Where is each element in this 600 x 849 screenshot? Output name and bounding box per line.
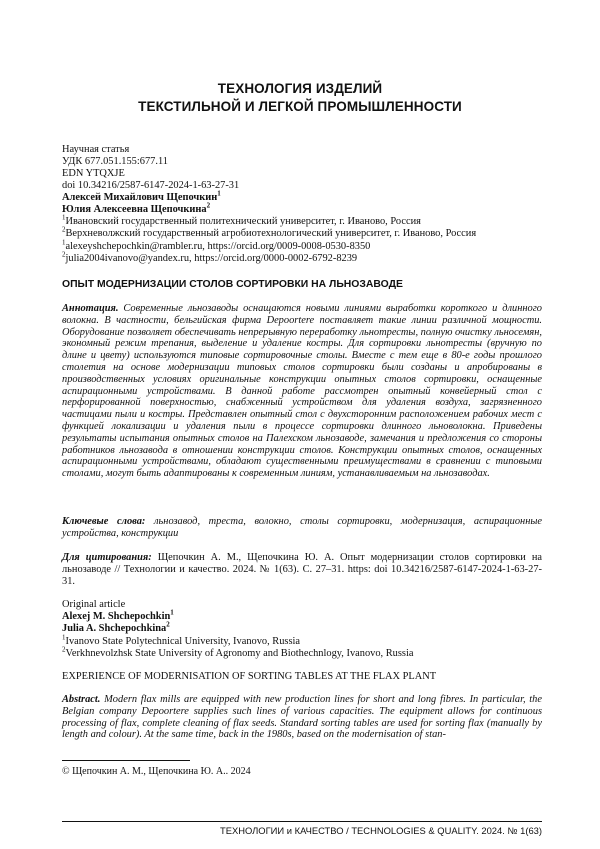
author-ru-1-name: Алексей Михайлович Щепочкин <box>62 192 217 203</box>
edn: EDN YTQXJE <box>62 168 125 180</box>
affiliation-en-1-sup: 1 <box>62 634 66 642</box>
author-ru-2 <box>62 204 210 216</box>
contact-1-sup: 1 <box>62 239 66 247</box>
citation <box>62 552 542 587</box>
affiliation-en-2-text: Verkhnevolzhsk State University of Agronomy and Biothechnlogy, Ivanovo, Russia <box>66 648 414 659</box>
author-en-2-sup: 2 <box>166 621 170 629</box>
copyright: © Щепочкин А. М., Щепочкина Ю. А.. 2024 <box>62 766 251 777</box>
keywords-ru-label: Ключевые слова: <box>62 516 145 527</box>
section-heading <box>0 80 600 116</box>
affiliation-ru-1-sup: 1 <box>62 214 66 222</box>
affiliation-ru-2-sup: 2 <box>62 226 66 234</box>
contact-1 <box>62 241 370 253</box>
article-title-ru: ОПЫТ МОДЕРНИЗАЦИИ СТОЛОВ СОРТИРОВКИ НА ЛЬНОЗАВОДЕ <box>62 279 403 290</box>
author-ru-1-sup: 1 <box>217 190 221 198</box>
author-en-1-sup: 1 <box>170 609 174 617</box>
author-ru-1 <box>62 192 221 204</box>
contact-2-sup: 2 <box>62 251 66 259</box>
contact-2 <box>62 253 357 265</box>
affiliation-en-2 <box>62 648 413 660</box>
abstract-ru-text: Современные льнозаводы оснащаются новыми линиями выработки короткого и длинного волокна. В частности, бельгийская фирма Depoortere поставляет такие линии различной мощности. Оборудование позволяет обеспечивать непрерывную переработку льнотресты, полную очистку льносемян, экономный режим трепания, выделение и удаление костры. Для сортировки льнотресты (вручную по длине и цвету) используются типовые сортировочные столы. Вместе с тем еще в 80-е годы прошлого столетия на основе модернизации типовых столов сортировки были созданы и апробированы в производственных условиях оригинальные конструкции опытных столов сортировки, оснащенные аспирационными устройствами. В данной работе рассмотрен опытный конвейерный стол с перфорированной поверхностью, снабженный устройством для удаления воздуха, загрязненного частицами пыли и костры. Представлен опытный стол с двухсторонним расположением рабочих мест с функцией локализации и удаления пыли в процессе сортировки длинного льноволокна. Приведены результаты испытания опытных столов на Палехском льнозаводе, замечания и предложения со стороны работников льнозавода в отношении конструкции столов. Конструкции опытных столов, оснащенных аспирационными устройствами, обладают существенными преимуществами в сравнении с типовыми столами, могут быть адаптированы к современным линиям, устанавливаемым на льнозаводах. <box>62 303 542 479</box>
abstract-ru <box>62 303 542 480</box>
affiliation-en-1 <box>62 636 300 648</box>
contact-2-text: julia2004ivanovo@yandex.ru, https://orcid.org/0000-0002-6792-8239 <box>66 253 358 264</box>
author-ru-2-sup: 2 <box>207 202 211 210</box>
author-en-2 <box>62 623 170 635</box>
author-ru-2-name: Юлия Алексеевна Щепочкина <box>62 204 207 215</box>
footer-divider <box>62 821 542 822</box>
keywords-ru-text: льнозавод, треста, волокно, столы сортировки, модернизация, аспирационные устройства, конструкции <box>62 516 542 539</box>
affiliation-en-2-sup: 2 <box>62 646 66 654</box>
footnote-divider <box>62 760 190 761</box>
abstract-en <box>62 694 542 741</box>
contact-1-text: alexeyshchepochkin@rambler.ru, https://orcid.org/0009-0008-0530-8350 <box>66 241 371 252</box>
affiliation-ru-2 <box>62 228 476 240</box>
author-en-2-name: Julia A. Shchepochkina <box>62 623 166 634</box>
article-type-en: Original article <box>62 599 125 611</box>
section-heading-line2: ТЕКСТИЛЬНОЙ И ЛЕГКОЙ ПРОМЫШЛЕННОСТИ <box>0 98 600 116</box>
affiliation-ru-1-text: Ивановский государственный политехнический университет, г. Иваново, Россия <box>66 216 421 227</box>
article-title-en: EXPERIENCE OF MODERNISATION OF SORTING TABLES AT THE FLAX PLANT <box>62 671 436 682</box>
article-type: Научная статья <box>62 144 129 156</box>
abstract-en-text: Modern flax mills are equipped with new production lines for short and long fibres. In particular, the Belgian company Depoortere supplies such lines of various capacities. The equipment allows for continuous processing of flax, complete cleaning of flax seeds. Standard sorting tables are used for sorting flax (manually by length and colour). At the same time, back in the 1980s, based on the modernisation of stan- <box>62 694 542 740</box>
author-en-1-name: Alexej M. Shchepochkin <box>62 611 170 622</box>
abstract-en-label: Abstract. <box>62 694 100 705</box>
page-footer: ТЕХНОЛОГИИ и КАЧЕСТВО / TECHNOLOGIES & QUALITY. 2024. № 1(63) <box>62 825 542 836</box>
keywords-ru <box>62 516 542 540</box>
affiliation-en-1-text: Ivanovo State Polytechnical University, Ivanovo, Russia <box>66 636 301 647</box>
section-heading-line1: ТЕХНОЛОГИЯ ИЗДЕЛИЙ <box>0 80 600 98</box>
affiliation-ru-2-text: Верхневолжский государственный агробиотехнологический университет, г. Иваново, Россия <box>66 228 477 239</box>
citation-label: Для цитирования: <box>62 552 152 563</box>
udk: УДК 677.051.155:677.11 <box>62 156 168 168</box>
abstract-ru-label: Аннотация. <box>62 303 118 314</box>
citation-text: Щепочкин А. М., Щепочкина Ю. А. Опыт модернизации столов сортировки на льнозаводе // Технологии и качество. 2024. № 1(63). С. 27–31. https: doi 10.34216/2587-6147-2024-1-63-27-31. <box>62 552 542 587</box>
doi: doi 10.34216/2587-6147-2024-1-63-27-31 <box>62 180 239 192</box>
author-en-1 <box>62 611 174 623</box>
affiliation-ru-1 <box>62 216 421 228</box>
